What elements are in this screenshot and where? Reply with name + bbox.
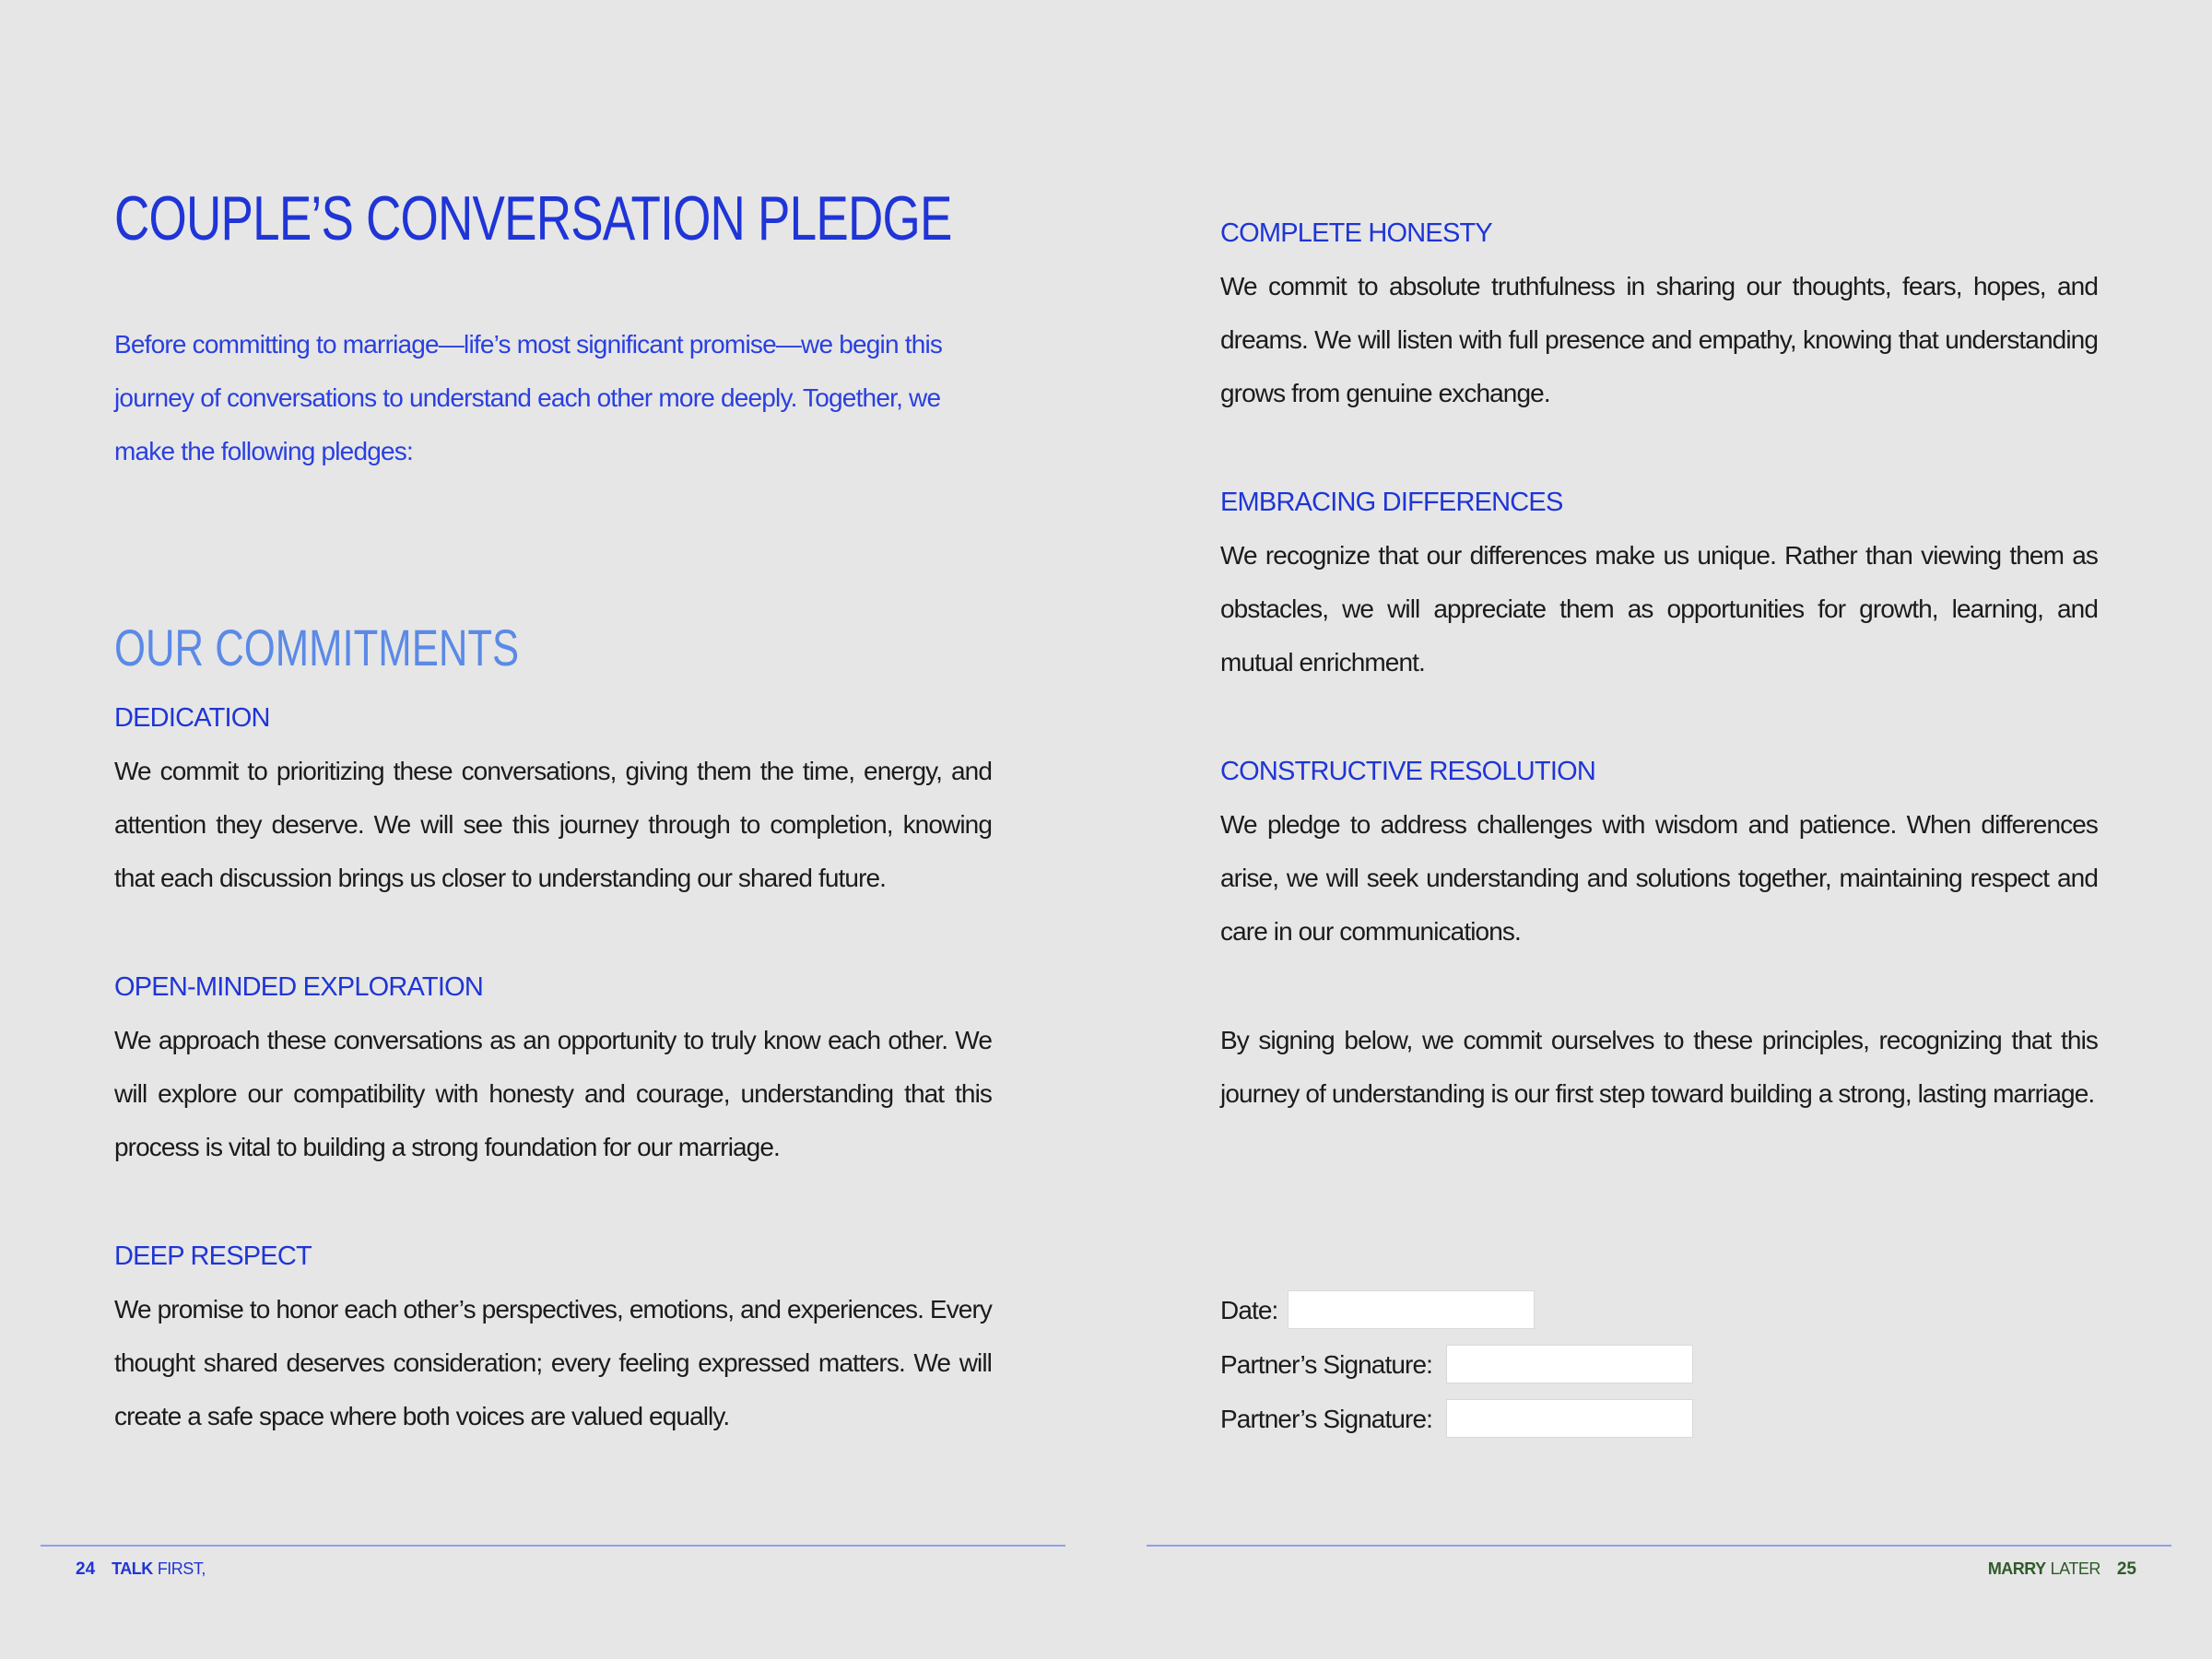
footer-tagline: [1988, 1559, 2100, 1579]
left-footer: [76, 1559, 206, 1580]
section-open-minded-exploration: [114, 970, 992, 1174]
partner1-signature-label: Partner’s Signature:: [1220, 1350, 1432, 1379]
section-heading: DEDICATION: [114, 703, 270, 733]
date-field[interactable]: [1288, 1290, 1535, 1329]
section-body: We recognize that our differences make us unique. Rather than viewing them as obstacles, we will appreciate them as opportunities for growth, learning, and mutual enrichment.: [1220, 541, 2098, 677]
partner2-signature-field[interactable]: [1446, 1399, 1693, 1438]
section-dedication: [114, 700, 992, 905]
right-footer: [1988, 1559, 2136, 1580]
section-heading: DEEP RESPECT: [114, 1241, 312, 1271]
section-constructive-resolution: [1220, 754, 2098, 959]
page-title: COUPLE’S CONVERSATION PLEDGE: [114, 183, 952, 253]
tagline-light: LATER: [2050, 1559, 2100, 1578]
intro-paragraph: Before committing to marriage—life’s most significant promise—we begin this journey of conversations to understand each other more deeply. Together, we make the following pledges:: [114, 330, 943, 465]
partner1-signature-row: [1220, 1345, 1432, 1385]
footer-tagline: [112, 1559, 206, 1579]
right-page: [1106, 0, 2212, 1659]
partner2-signature-label: Partner’s Signature:: [1220, 1405, 1432, 1433]
date-row: [1220, 1290, 1277, 1331]
date-label: Date:: [1220, 1296, 1278, 1324]
commitments-subtitle: OUR COMMITMENTS: [114, 618, 520, 677]
section-body: We commit to prioritizing these conversations, giving them the time, energy, and attention they deserve. We will see this journey through to completion, knowing that each discussion brings us closer to understanding our shared future.: [114, 757, 992, 892]
page-number: 25: [2116, 1559, 2136, 1579]
section-heading: COMPLETE HONESTY: [1220, 218, 1492, 248]
tagline-strong: MARRY: [1987, 1559, 2046, 1578]
section-body: We approach these conversations as an opportunity to truly know each other. We will explore our compatibility with honesty and courage, understanding that this process is vital to building a strong foundation for our marriage.: [114, 1026, 992, 1161]
footer-divider: [41, 1545, 1065, 1547]
section-embracing-differences: [1220, 485, 2098, 689]
section-deep-respect: [114, 1239, 992, 1443]
tagline-strong: TALK: [112, 1559, 153, 1578]
section-heading: EMBRACING DIFFERENCES: [1220, 488, 1563, 517]
footer-divider: [1147, 1545, 2171, 1547]
page-number: 24: [76, 1559, 96, 1579]
section-body: We promise to honor each other’s perspectives, emotions, and experiences. Every thought shared deserves consideration; every feeling expressed matters. We will create a safe space where both voices are valued equally.: [114, 1295, 992, 1430]
partner2-signature-row: [1220, 1399, 1432, 1440]
partner1-signature-field[interactable]: [1446, 1345, 1693, 1383]
section-heading: OPEN-MINDED EXPLORATION: [114, 972, 484, 1002]
section-body: We commit to absolute truthfulness in sharing our thoughts, fears, hopes, and dreams. We will listen with full presence and empathy, knowing that understanding grows from genuine exchange.: [1220, 272, 2098, 407]
closing-paragraph: By signing below, we commit ourselves to these principles, recognizing that this journey of understanding is our first step toward building a strong, lasting marriage.: [1220, 1026, 2098, 1108]
section-body: We pledge to address challenges with wisdom and patience. When differences arise, we will seek understanding and solutions together, maintaining respect and care in our communications.: [1220, 810, 2098, 946]
section-complete-honesty: [1220, 216, 2098, 420]
section-heading: CONSTRUCTIVE RESOLUTION: [1220, 757, 1595, 786]
tagline-light: FIRST,: [157, 1559, 206, 1578]
